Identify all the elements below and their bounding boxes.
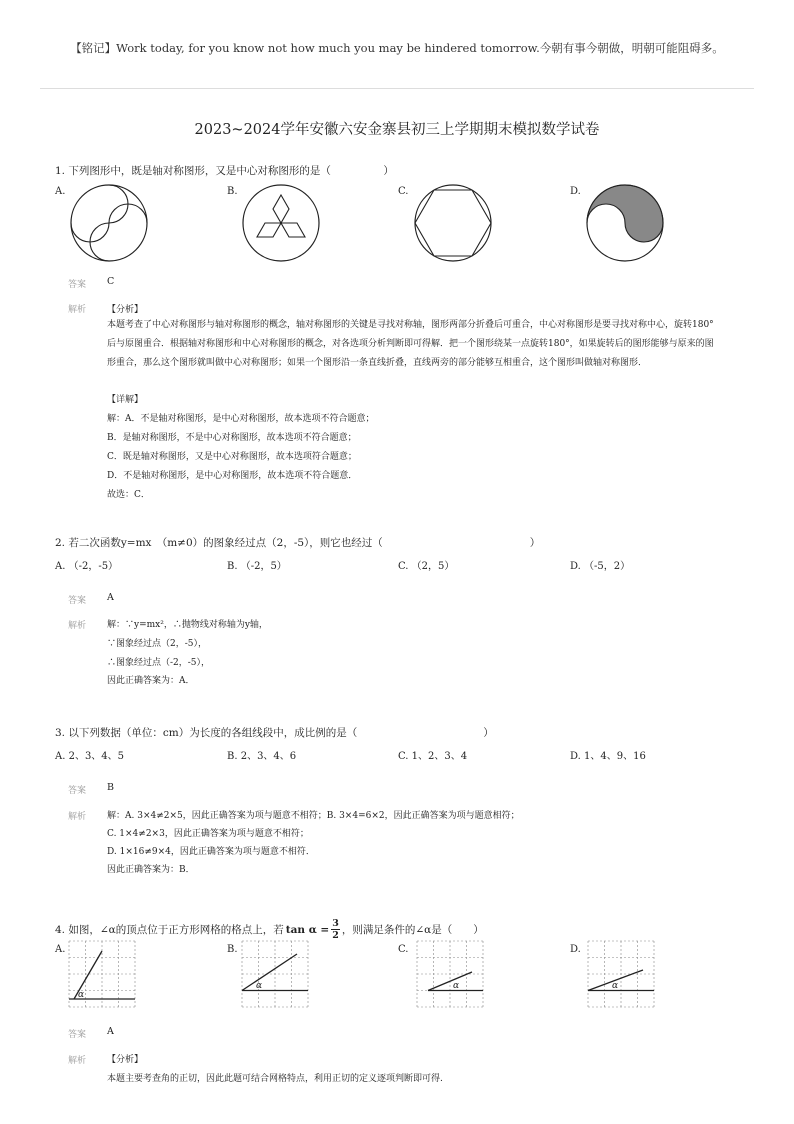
q1-answer-label: 答案 <box>68 280 87 290</box>
question-1-stem: 1. 下列图形中，既是轴对称图形，又是中心对称图形的是（ ） <box>55 165 394 177</box>
q2-option-a: A. （-2，-5） <box>55 561 119 572</box>
q4-fraction-numerator: 3 <box>332 918 339 929</box>
q4-a-angle-label: α <box>78 990 85 1000</box>
q2-analysis-line: ∴图象经过点（-2，-5）， <box>107 658 211 668</box>
q4-option-a-label: A. <box>55 944 66 955</box>
q1-option-a-label: A. <box>55 186 66 197</box>
q4-option-a-figure <box>68 940 136 1008</box>
motto: 【铭记】Work today, for you know not how much you may be hindered tomorrow.今朝有事今朝做，明朝可能阻碍多。 <box>70 41 724 55</box>
q2-analysis-label: 解析 <box>68 621 87 631</box>
q4-analysis-heading: 【分析】 <box>107 1055 144 1065</box>
question-3-stem: 3. 以下列数据（单位：cm）为长度的各组线段中，成比例的是（ ） <box>55 727 494 739</box>
q1-detail-heading: 【详解】 <box>107 395 144 405</box>
q4-fraction-denominator: 2 <box>332 930 339 941</box>
q4-option-b-label: B. <box>227 944 238 955</box>
q1-analysis-paragraph: 本题考查了中心对称图形与轴对称图形的概念，轴对称图形的关键是寻找对称轴，图形两部分折叠后可重合，中心对称图形是要寻找对称中心，旋转180°后与原图重合．根据轴对称图形和中心对称图形的概念，对各选项分析判断即可得解．把一个图形绕某一点旋转180°，如果旋转后的图形能够与原来的图形重合，那么这个图形就叫做中心对称图形；如果一个图形沿一条直线折叠，直线两旁的部分能够互相重合，这个图形叫做轴对称图形． <box>107 320 714 368</box>
q4-b-angle-label: α <box>256 981 263 991</box>
q3-answer-value: B <box>107 782 114 793</box>
q2-analysis-line: 解：∵y=mx²，∴抛物线对称轴为y轴， <box>107 620 268 630</box>
q4-answer-value: A <box>107 1026 114 1037</box>
q4-c-angle-label: α <box>453 981 460 991</box>
q2-option-b: B. （-2，5） <box>227 561 287 572</box>
q4-tan-expression: tan α = <box>285 923 330 936</box>
q1-option-c-label: C. <box>398 186 409 197</box>
q1-detail-line: C．既是轴对称图形，又是中心对称图形，故本选项符合题意； <box>107 452 357 462</box>
q4-analysis-label: 解析 <box>68 1056 87 1066</box>
q1-option-d-figure <box>584 182 666 264</box>
q4-fraction <box>331 918 340 941</box>
q4-option-d-figure <box>587 940 655 1008</box>
q3-analysis-line: 因此正确答案为：B． <box>107 865 195 875</box>
q1-detail-line: 故选：C． <box>107 490 150 500</box>
q1-analysis-heading: 【分析】 <box>107 305 144 315</box>
question-4-stem <box>55 918 484 941</box>
q2-answer-value: A <box>107 592 114 603</box>
q2-answer-label: 答案 <box>68 596 87 606</box>
q4-stem-prefix: 4. 如图，∠α的顶点位于正方形网格的格点上，若 <box>55 924 284 936</box>
q1-option-b-label: B. <box>227 186 238 197</box>
q3-analysis-line: C. 1×4≠2×3，因此正确答案为项与题意不相符； <box>107 829 309 839</box>
q4-option-d-label: D. <box>570 944 581 955</box>
q1-option-c-figure <box>412 182 494 264</box>
q2-option-d: D. （-5，2） <box>570 561 631 572</box>
q4-option-b-figure <box>241 940 309 1008</box>
q4-d-angle-label: α <box>612 981 619 991</box>
question-2-stem: 2. 若二次函数y=mx （m≠0）的图象经过点（2，-5），则它也经过（ ） <box>55 537 541 549</box>
q4-option-c-figure <box>416 940 484 1008</box>
q1-analysis-label: 解析 <box>68 305 87 315</box>
q3-option-c: C. 1、2、3、4 <box>398 751 468 762</box>
q2-analysis-line: ∵图象经过点（2，-5）， <box>107 639 207 649</box>
q3-answer-label: 答案 <box>68 786 87 796</box>
q4-analysis-paragraph: 本题主要考查角的正切，因此此题可结合网格特点，利用正切的定义逐项判断即可得. <box>107 1074 443 1084</box>
q4-option-c-label: C. <box>398 944 409 955</box>
page-title: 2023~2024学年安徽六安金寨县初三上学期期末模拟数学试卷 <box>194 122 600 138</box>
q3-analysis-line: 解：A. 3×4≠2×5，因此正确答案为项与题意不相符；B. 3×4=6×2，因此正确答案为项与题意相符； <box>107 811 520 821</box>
q3-analysis-label: 解析 <box>68 812 87 822</box>
q1-option-d-label: D. <box>570 186 581 197</box>
q4-answer-label: 答案 <box>68 1030 87 1040</box>
q4-stem-suffix: ，则满足条件的∠α是（ ） <box>341 924 484 936</box>
q1-detail-line: B．是轴对称图形，不是中心对称图形，故本选项不符合题意； <box>107 433 357 443</box>
q3-option-b: B. 2、3、4、6 <box>227 751 297 762</box>
q1-option-a-figure <box>68 182 150 264</box>
q3-analysis-line: D. 1×16≠9×4，因此正确答案为项与题意不相符． <box>107 847 315 857</box>
q3-option-d: D. 1、4、9、16 <box>570 751 646 762</box>
q1-detail-line: D．不是轴对称图形，是中心对称图形，故本选项不符合题意． <box>107 471 358 481</box>
q3-option-a: A. 2、3、4、5 <box>55 751 125 762</box>
q2-analysis-line: 因此正确答案为：A． <box>107 676 195 686</box>
divider <box>40 88 754 89</box>
q1-option-b-figure <box>240 182 322 264</box>
q1-detail-line: 解：A．不是轴对称图形，是中心对称图形，故本选项不符合题意； <box>107 414 375 424</box>
q2-option-c: C. （2，5） <box>398 561 455 572</box>
q1-answer-value: C <box>107 276 115 287</box>
